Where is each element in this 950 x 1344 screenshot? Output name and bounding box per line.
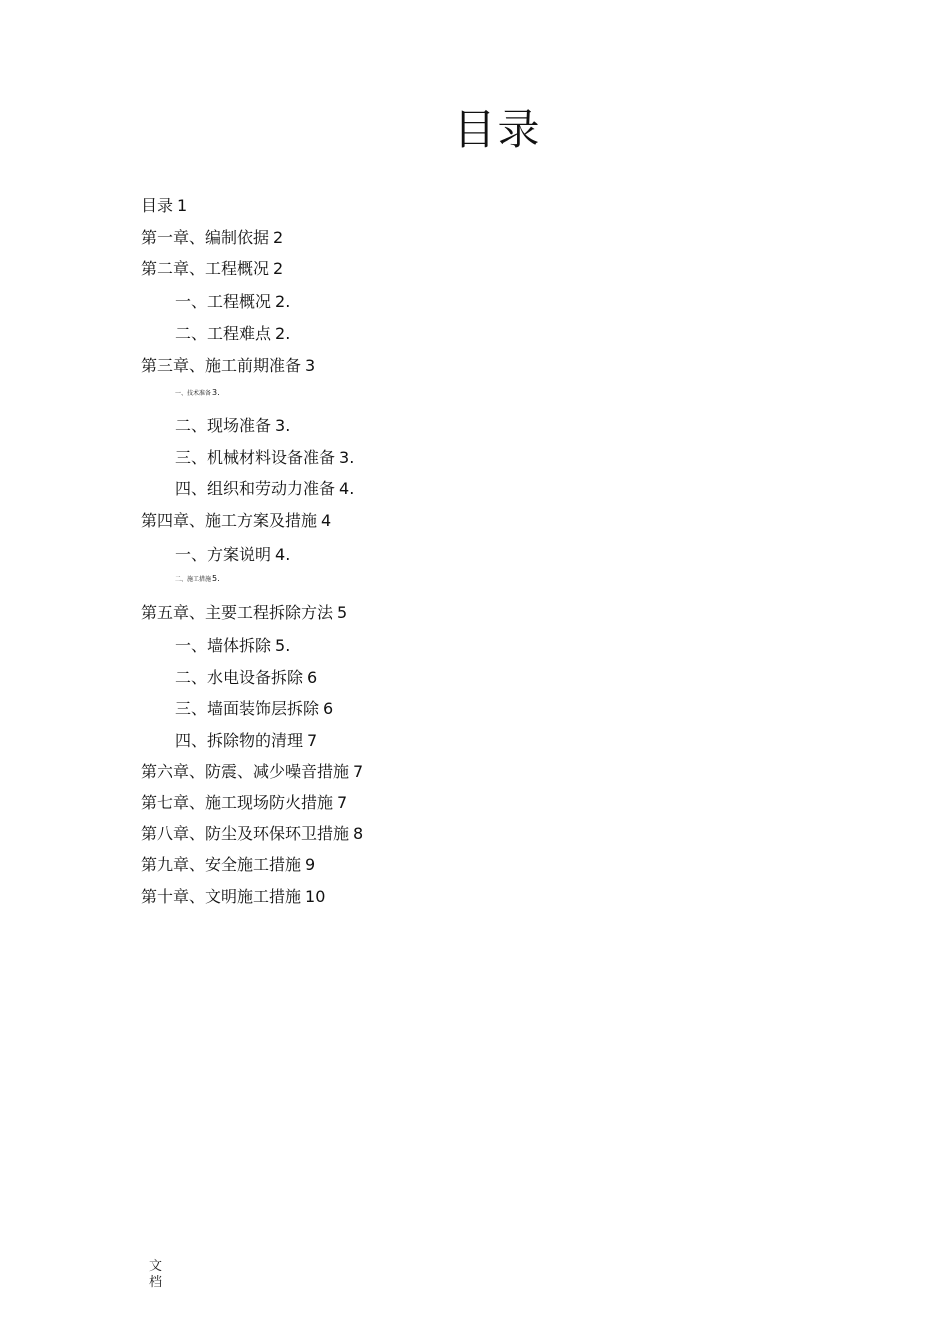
toc-entry-label: 二、现场准备	[175, 416, 272, 435]
toc-entry-label: 一、墙体拆除	[175, 636, 272, 655]
toc-entry-chapter-2[interactable]	[141, 259, 283, 279]
toc-entry-chapter-7[interactable]	[141, 793, 347, 813]
toc-entry-label: 第一章、编制依据	[141, 228, 270, 247]
toc-entry-label: 第十章、文明施工措施	[141, 887, 302, 906]
toc-entry-section-2-2[interactable]	[175, 324, 290, 344]
toc-entry-chapter-6[interactable]	[141, 762, 363, 782]
page-footer: 文档	[149, 1259, 163, 1290]
toc-entry-label: 一、技术准备	[175, 390, 212, 397]
toc-page-number: 3.	[339, 448, 355, 467]
toc-entry-section-3-4[interactable]	[175, 479, 354, 499]
toc-entry-label: 第四章、施工方案及措施	[141, 511, 318, 530]
toc-entry-label: 第八章、防尘及环保环卫措施	[141, 824, 350, 843]
toc-entry-section-5-2[interactable]	[175, 668, 317, 688]
toc-entry-chapter-1[interactable]	[141, 228, 283, 248]
toc-page-number: 3	[305, 356, 316, 375]
toc-entry-chapter-8[interactable]	[141, 824, 363, 844]
page-title: 目录	[453, 105, 542, 154]
toc-page-number: 4.	[275, 545, 291, 564]
toc-page-number: 6	[307, 668, 318, 687]
toc-entry-label: 第三章、施工前期准备	[141, 356, 302, 375]
toc-page-number: 7	[337, 793, 348, 812]
toc-entry-label: 一、工程概况	[175, 292, 272, 311]
toc-entry-section-2-1[interactable]	[175, 292, 290, 312]
toc-entry-label: 二、施工措施	[175, 576, 212, 583]
toc-page-number: 2.	[275, 324, 291, 343]
toc-entry-section-4-1[interactable]	[175, 545, 290, 565]
toc-entry-section-5-1[interactable]	[175, 636, 290, 656]
toc-page-number: 7	[307, 731, 318, 750]
toc-entry-chapter-3[interactable]	[141, 356, 315, 376]
toc-page-number: 1	[177, 196, 188, 215]
toc-entry-label: 二、水电设备拆除	[175, 668, 304, 687]
toc-entry-section-3-1[interactable]	[175, 388, 220, 399]
toc-entry-label: 三、机械材料设备准备	[175, 448, 336, 467]
toc-page-number: 4.	[339, 479, 355, 498]
toc-entry-label: 目录	[141, 196, 174, 215]
toc-entry-label: 第六章、防震、减少噪音措施	[141, 762, 350, 781]
toc-page-number: 2	[273, 228, 284, 247]
toc-page-number: 8	[353, 824, 364, 843]
toc-entry-label: 三、墙面装饰层拆除	[175, 699, 320, 718]
toc-entry-section-4-2[interactable]	[175, 574, 220, 585]
toc-entry-label: 第七章、施工现场防火措施	[141, 793, 334, 812]
toc-entry-chapter-9[interactable]	[141, 855, 315, 875]
toc-entry-label: 第九章、安全施工措施	[141, 855, 302, 874]
toc-entry-section-3-3[interactable]	[175, 448, 354, 468]
toc-page-number: 5.	[212, 574, 220, 583]
toc-entry-label: 第二章、工程概况	[141, 259, 270, 278]
toc-page-number: 9	[305, 855, 316, 874]
toc-entry-label: 四、组织和劳动力准备	[175, 479, 336, 498]
toc-entry-section-5-4[interactable]	[175, 731, 317, 751]
toc-page-number: 5.	[275, 636, 291, 655]
toc-page-number: 5	[337, 603, 348, 622]
toc-entry-chapter-10[interactable]	[141, 887, 325, 907]
toc-entry-label: 四、拆除物的清理	[175, 731, 304, 750]
toc-entry-chapter-4[interactable]	[141, 511, 331, 531]
toc-page-number: 4	[321, 511, 332, 530]
toc-entry-label: 一、方案说明	[175, 545, 272, 564]
toc-page-number: 3.	[212, 388, 220, 397]
toc-entry-section-3-2[interactable]	[175, 416, 290, 436]
toc-entry-label: 二、工程难点	[175, 324, 272, 343]
toc-entry-contents[interactable]	[141, 196, 187, 216]
toc-page-number: 2.	[275, 292, 291, 311]
toc-page-number: 6	[323, 699, 334, 718]
toc-page-number: 2	[273, 259, 284, 278]
toc-page-number: 3.	[275, 416, 291, 435]
toc-page-number: 7	[353, 762, 364, 781]
toc-entry-label: 第五章、主要工程拆除方法	[141, 603, 334, 622]
toc-entry-section-5-3[interactable]	[175, 699, 333, 719]
toc-entry-chapter-5[interactable]	[141, 603, 347, 623]
toc-page-number: 10	[305, 887, 326, 906]
